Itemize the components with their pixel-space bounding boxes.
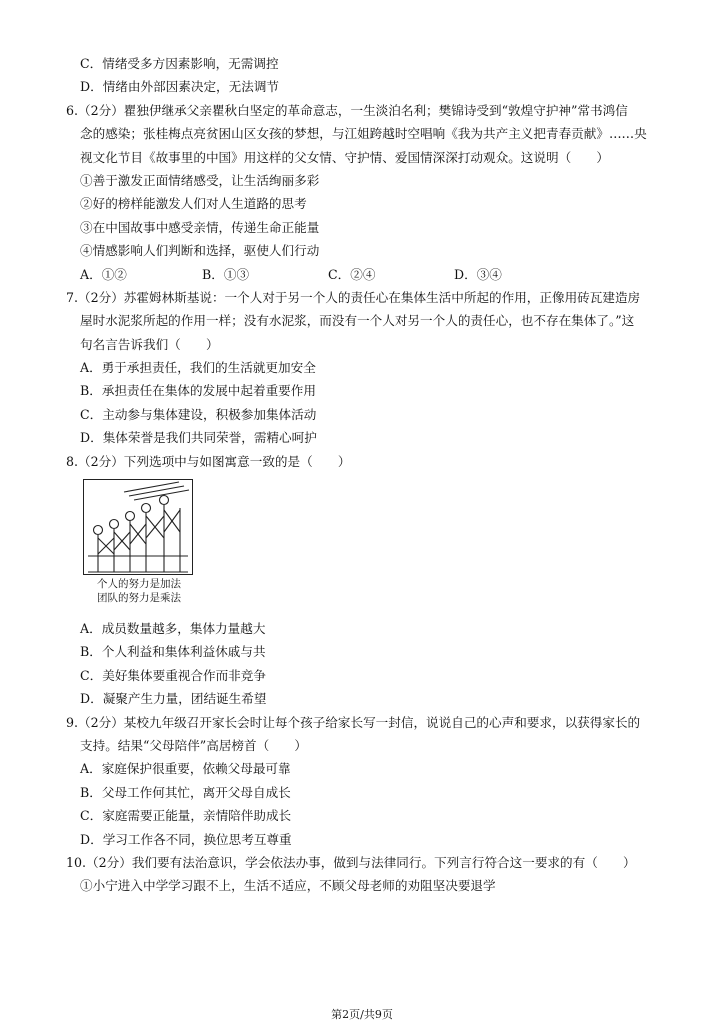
page-footer: 第2页/共9页 (331, 1008, 393, 1021)
q6-statement-4: ④情感影响人们判断和选择，驱使人们行动 (80, 243, 320, 259)
cartoon-caption-line1: 个人的努力是加法 (97, 578, 181, 591)
q9-stem-line2: 支持。结果“父母陪伴”高居榜首（ ） (80, 737, 307, 753)
q6-stem-line2: 念的感染；张桂梅点亮贫困山区女孩的梦想，与江姐跨越时空唱响《我为共产主义把青春贡献》……央 (80, 126, 647, 142)
exam-page-content (66, 52, 666, 898)
q7-option-c: C．主动参与集体建设，积极参加集体活动 (80, 406, 317, 422)
q6-statement-2: ②好的榜样能激发人们对人生道路的思考 (80, 196, 307, 212)
q9-option-b: B．父母工作何其忙，离开父母自成长 (80, 784, 291, 800)
q5-option-d: D．情绪由外部因素决定，无法调节 (80, 79, 280, 95)
q9-option-d: D．学习工作各不同，换位思考互尊重 (80, 831, 292, 847)
q6-stem-line3: 视文化节目《故事里的中国》用这样的父女情、守护情、爱国情深深打动观众。这说明（ ） (80, 149, 609, 165)
q6-statement-3: ③在中国故事中感受亲情，传递生命正能量 (80, 219, 320, 235)
q8-cartoon-figure (83, 479, 193, 607)
q6-option-b: B．①③ (202, 266, 250, 282)
q6-option-d: D．③④ (454, 266, 502, 282)
q5-option-c: C．情绪受多方因素影响，无需调控 (80, 56, 279, 71)
q8-option-a: A．成员数量越多，集体力量越大 (80, 621, 266, 637)
teamwork-cartoon-illustration (84, 480, 192, 574)
q7-stem-line2: 屋时水泥浆所起的作用一样；没有水泥浆，而没有一个人对另一个人的责任心，也不存在集体了。”这 (80, 313, 635, 329)
q7-option-b: B．承担责任在集体的发展中起着重要作用 (80, 383, 316, 399)
q9-option-a: A．家庭保护很重要，依赖父母最可靠 (80, 761, 291, 777)
q8-option-c: C．美好集体要重视合作而非竞争 (80, 667, 266, 683)
q7-option-d: D．集体荣誉是我们共同荣誉，需精心呵护 (80, 430, 317, 446)
q10-statement-1: ①小宁进入中学学习跟不上，生活不适应，不顾父母老师的劝阻坚决要退学 (80, 878, 496, 894)
q6-stem-line1: 6.（2分）瞿独伊继承父亲瞿秋白坚定的革命意志，一生淡泊名利；樊锦诗受到“敦煌守护神”常书鸿信 (66, 102, 628, 118)
cartoon-caption-line2: 团队的努力是乘法 (97, 592, 181, 605)
q10-stem-line1: 10.（2分）我们要有法治意识，学会依法办事，做到与法律同行。下列言行符合这一要求的有（ ） (66, 854, 636, 870)
q6-options-row (66, 263, 666, 286)
q9-stem-line1: 9.（2分）某校九年级召开家长会时让每个孩子给家长写一封信，说说自己的心声和要求，以获得家长的 (66, 714, 641, 730)
q9-option-c: C．家庭需要正能量，亲情陪伴助成长 (80, 808, 292, 824)
cartoon-caption (83, 577, 195, 605)
cartoon-frame (83, 479, 193, 575)
q8-stem-line1: 8.（2分）下列选项中与如图寓意一致的是（ ） (66, 453, 351, 469)
q7-stem-line3: 句名言告诉我们（ ） (80, 336, 219, 352)
q8-option-d: D．凝聚产生力量，团结诞生希望 (80, 691, 267, 707)
q7-stem-line1: 7.（2分）苏霍姆林斯基说：一个人对于另一个人的责任心在集体生活中所起的作用，正像用砖瓦建造房 (66, 289, 641, 305)
q6-option-c: C．②④ (328, 266, 376, 282)
q8-option-b: B．个人利益和集体利益休戚与共 (80, 644, 266, 660)
q6-option-a: A．①② (80, 266, 127, 282)
q6-statement-1: ①善于激发正面情绪感受，让生活绚丽多彩 (80, 172, 320, 188)
q7-option-a: A．勇于承担责任，我们的生活就更加安全 (80, 360, 316, 376)
